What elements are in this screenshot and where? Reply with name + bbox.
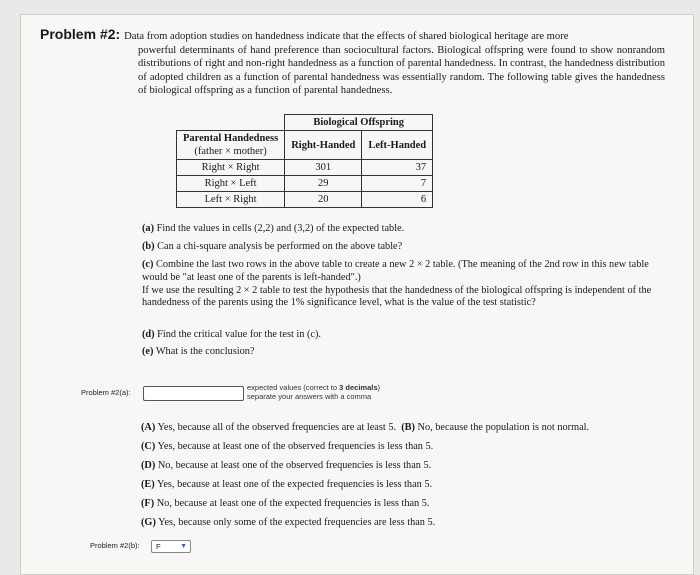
column-header-left: Left-Handed: [362, 131, 433, 160]
answer-a-label: Problem #2(a):: [81, 388, 131, 397]
option-e: (E) Yes, because at least one of the expected frequencies is less than 5.: [141, 479, 433, 490]
option-f: (F) No, because at least one of the expected frequencies is less than 5.: [141, 498, 430, 509]
answer-b-selected: F: [156, 542, 161, 551]
intro-first-line: Data from adoption studies on handedness indicate that the effects of shared biological heritage are more: [124, 31, 569, 42]
question-d: (d) Find the critical value for the test in (c).: [142, 329, 322, 340]
row-header-line2: (father × mother): [194, 146, 267, 157]
option-a-b: (A) Yes, because all of the observed frequencies are at least 5. (B) No, because the population is not normal.: [141, 422, 590, 433]
row-label: Right × Left: [177, 176, 285, 192]
question-a: (a) Find the values in cells (2,2) and (3,2) of the expected table.: [142, 223, 405, 234]
cell-value: 6: [362, 192, 433, 208]
option-c: (C) Yes, because at least one of the observed frequencies is less than 5.: [141, 441, 434, 452]
answer-a-input[interactable]: [143, 386, 244, 401]
problem-label: Problem #2:: [40, 26, 121, 42]
option-d: (D) No, because at least one of the observed frequencies is less than 5.: [141, 460, 432, 471]
question-b: (b) Can a chi-square analysis be performed on the above table?: [142, 241, 403, 252]
handedness-table: [176, 114, 433, 208]
chevron-down-icon: ▼: [180, 543, 187, 550]
row-header: [177, 131, 285, 160]
problem-intro: [40, 28, 665, 98]
row-label: Left × Right: [177, 192, 285, 208]
question-e: (e) What is the conclusion?: [142, 346, 255, 357]
table-group-header: Biological Offspring: [285, 115, 433, 131]
cell-value: 301: [285, 160, 362, 176]
column-header-right: Right-Handed: [285, 131, 362, 160]
row-header-line1: Parental Handedness: [183, 133, 279, 144]
answer-b-select[interactable]: [151, 540, 191, 553]
cell-value: 37: [362, 160, 433, 176]
row-label: Right × Right: [177, 160, 285, 176]
option-g: (G) Yes, because only some of the expected frequencies are less than 5.: [141, 517, 436, 528]
intro-text: powerful determinants of hand preference than sociocultural factors. Biological offspring were found to show nonrandom distributions of right and non-right handedness as a function of parental handedness. In contrast, the handedness distribution of adopted children as a function of parental handedness was essentially random. The following table gives the handedness of biological offspring as a function of parental handedness.: [138, 44, 665, 97]
answer-a-hint: expected values (correct to 3 decimals) separate your answers with a comma: [247, 383, 380, 401]
answer-b-label: Problem #2(b):: [90, 541, 140, 550]
table-row: [177, 192, 433, 208]
cell-value: 20: [285, 192, 362, 208]
table-row: [177, 160, 433, 176]
question-c: (c) Combine the last two rows in the above table to create a new 2 × 2 table. (The meaning of the 2nd row in this new table would be "at least one of the parents is left-handed".) If we use the resulting 2 × 2 table to test the hypothesis that the handedness of the biological offspring is independent of the handedness of the parents using the 1% significance level, what is the value of the test statistic?: [142, 259, 652, 309]
cell-value: 29: [285, 176, 362, 192]
table-row: [177, 176, 433, 192]
cell-value: 7: [362, 176, 433, 192]
